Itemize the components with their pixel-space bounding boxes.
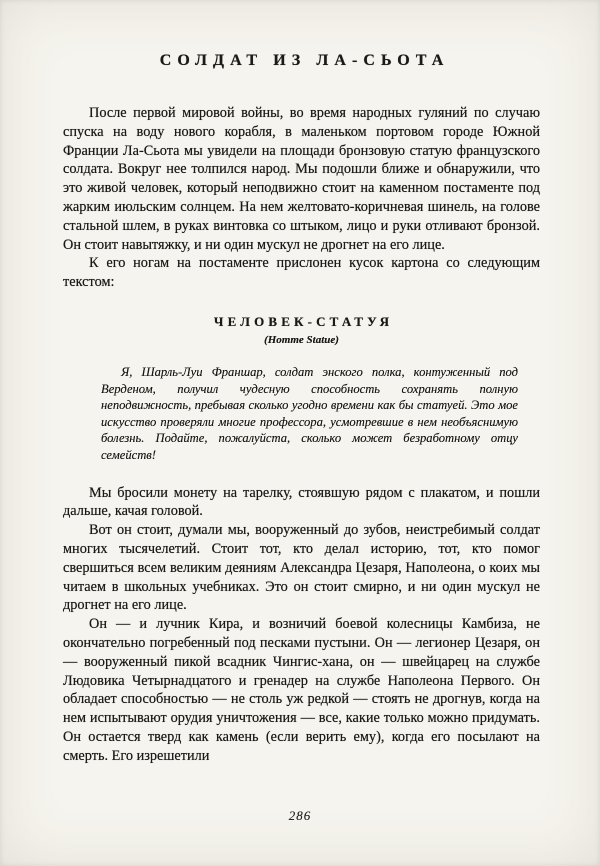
paragraph-soldier-history: Вот он стоит, думали мы, вооруженный до зубов, неистребимый солдат многих тысячелетий. Стоит тот, кто делал историю, тот, кто помог свершиться всем великим деяниям Александра Цезаря, Наполеона, о коих мы читаем в школьных учебниках. Это он стоит смирно, и ни один мускул не дрогнет на его лице.	[63, 522, 540, 614]
sign-subheading: (Homme Statue)	[264, 333, 339, 346]
text-column	[63, 52, 540, 765]
paragraph-sign-intro: К его ногам на постаменте прислонен кусок картона со следующим текстом:	[63, 255, 540, 291]
paragraph-money: Мы бросили монету на тарелку, стоявшую рядом с плакатом, и пошли дальше, качая головой.	[63, 484, 540, 520]
sign-heading: ЧЕЛОВЕК-СТАТУЯ	[213, 313, 394, 329]
chapter-title: СОЛДАТ ИЗ ЛА-СЬОТА	[159, 52, 450, 69]
page-number: 286	[288, 808, 312, 823]
paragraph-intro: После первой мировой войны, во время народных гуляний по случаю спуска на воду нового корабля, в маленьком портовом городе Южной Франции Ла-Сьота мы увидели на площади бронзовую статую французского солдата. Вокруг нее толпился народ. Мы подошли ближе и обнаружили, что это живой человек, который неподвижно стоит на каменном постаменте под жарким июльским солнцем. На нем желтовато-коричневая шинель, на голове стальной шлем, в руках винтовка со штыком, лицо и руки отливают бронзой. Он стоит навытяжку, и ни один мускул не дрогнет на его лице.	[63, 105, 540, 253]
sign-quote-text: Я, Шарль-Луи Франшар, солдат энского полка, контуженный под Верденом, получил чудесную способность сохранять полную неподвижность, пребывая сколько угодно времени как бы статуей. Это мое искусство проверяли многие профессора, усмотревшие в нем необъяснимую болезнь. Подайте, пожалуйста, сколько может безработному отцу семейств!	[101, 364, 518, 462]
paragraph-soldier-ages: Он — и лучник Кира, и возничий боевой колесницы Камбиза, не окончательно погребенный под песками пустыни. Он — легионер Цезаря, он — вооруженный пикой всадник Чингис-хана, он — швейцарец на службе Людовика Четырнадцатого и гренадер на службе Наполеона Первого. Он обладает способностью — не столь уж редкой — стоять не дрогнув, когда на нем испытывают орудия уничтожения — все, какие только можно придумать. Он остается тверд как камень (если верить ему), когда его посылают на смерть. Его изрешетили	[63, 616, 540, 764]
